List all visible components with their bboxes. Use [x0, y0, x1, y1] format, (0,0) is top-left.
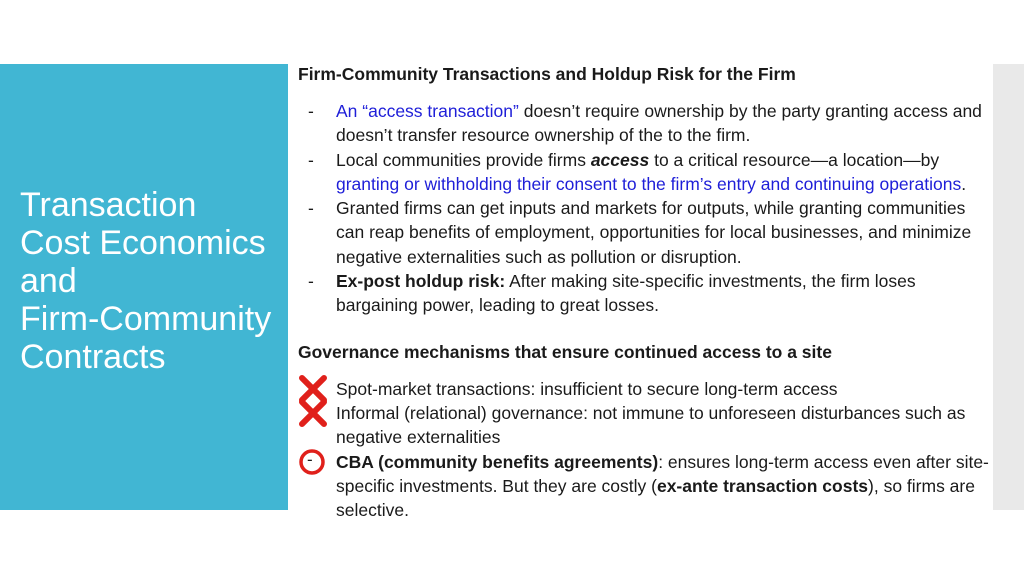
bullet-cba — [298, 450, 992, 523]
bullet-holdup-risk — [298, 269, 992, 318]
bullet-text: Granted firms can get inputs and markets for outputs, while granting communities can reap benefits of employment, opportunities for local businesses, and minimize negative externalities such as pollution or disruption. — [336, 198, 972, 267]
bullet-granted-firms — [298, 196, 992, 269]
bullet-spot-market — [298, 377, 992, 401]
slide-title-line: Transaction — [20, 186, 197, 224]
ex-ante-costs-label: ex-ante transaction costs — [656, 475, 869, 496]
bullet-access-transaction — [298, 99, 992, 148]
bullet-text: doesn’t require ownership by the party granting access and doesn’t transfer resource ownership of the to the firm. — [336, 101, 982, 146]
bullet-text: Spot-market transactions: insufficient to secure long-term access — [336, 378, 838, 399]
bullet-informal-governance — [298, 401, 992, 450]
circle-marker — [298, 448, 326, 476]
slide-title-line: Cost Economics — [20, 224, 266, 262]
bullet-dash: - — [307, 449, 313, 469]
cba-label: CBA (community benefits agreements) — [336, 451, 659, 472]
bullet-text: Informal (relational) governance: not immune to unforeseen disturbances such as negative externalities — [336, 402, 966, 448]
bullet-dash: - — [308, 198, 314, 219]
slide-title-line: and — [20, 262, 77, 300]
bullet-text: After making site-specific investments, the firm loses bargaining power, leading to great losses. — [336, 271, 916, 316]
slide-title-line: Firm-Community — [20, 300, 272, 338]
governance-bullet-list — [298, 377, 992, 523]
bullet-text: ), so firms are selective. — [336, 475, 975, 521]
access-transaction-link[interactable]: An “access transaction” — [336, 101, 519, 121]
consent-link[interactable]: granting or withholding their consent to the firm’s entry and continuing operations — [336, 173, 962, 194]
slide-title-line: Contracts — [20, 338, 166, 376]
bullet-text: . — [961, 173, 967, 194]
bullet-dash: - — [308, 271, 314, 292]
emphasis-access: access — [590, 149, 650, 170]
bullet-dash: - — [308, 149, 314, 170]
slide-title — [20, 186, 288, 376]
holdup-risk-label: Ex-post holdup risk: — [336, 271, 506, 292]
cross-icon — [298, 399, 328, 427]
bullet-dash: - — [308, 101, 314, 121]
bullet-text: to a critical resource—a location—by — [649, 149, 940, 170]
slide-body — [298, 62, 992, 522]
bullet-text: : ensures long-term access even after site-specific investments. But they are costly ( — [336, 451, 989, 496]
section-heading-transactions: Firm-Community Transactions and Holdup Risk for the Firm — [298, 64, 796, 84]
transactions-bullet-list — [298, 99, 992, 318]
bullet-local-communities — [298, 148, 992, 197]
section-heading-governance: Governance mechanisms that ensure continued access to a site — [298, 341, 832, 362]
bullet-text: Local communities provide firms — [336, 149, 591, 170]
right-side-bar — [993, 64, 1024, 510]
